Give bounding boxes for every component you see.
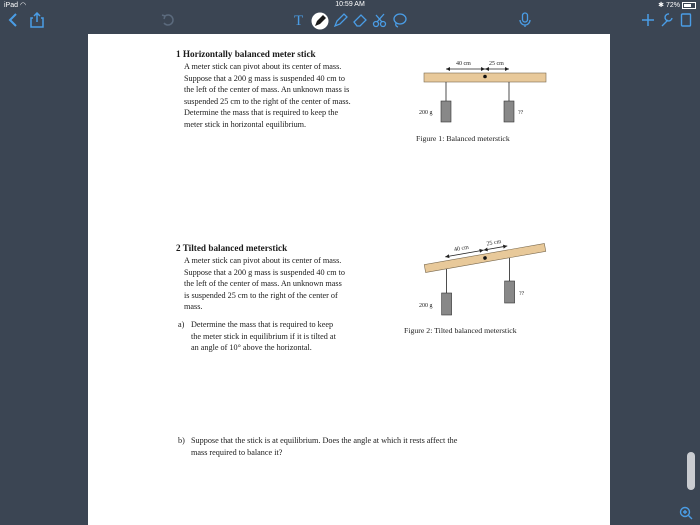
- pivot-point: [483, 75, 487, 79]
- page-scrubber[interactable]: [687, 452, 695, 490]
- battery-status: ✱ 72%: [658, 1, 696, 9]
- figure2-right-mass: ??: [519, 291, 525, 297]
- figure2-diagram: [410, 234, 560, 324]
- page-icon[interactable]: [680, 12, 692, 28]
- mass-right: [504, 101, 514, 122]
- text-line: Suppose that the stick is at equilibrium. Does the angle at which it rests affect the: [191, 436, 458, 445]
- figure2-right-distance: 25 cm: [486, 238, 502, 248]
- part-b: [178, 435, 578, 461]
- zoom-icon[interactable]: [679, 506, 693, 525]
- text-line: an angle of 10° above the horizontal.: [191, 343, 312, 353]
- microphone-icon[interactable]: [519, 12, 531, 28]
- toolbar: [0, 10, 700, 34]
- chevron-left-icon[interactable]: [8, 12, 18, 28]
- figure1-right-mass: ??: [518, 110, 524, 116]
- lasso-icon[interactable]: [392, 12, 408, 28]
- part-a-label: a): [178, 320, 185, 329]
- pen-icon[interactable]: [311, 12, 329, 30]
- mass-right: [505, 281, 515, 303]
- battery-icon: [682, 2, 696, 9]
- part-b-label: b): [178, 436, 185, 445]
- mass-left: [441, 101, 451, 122]
- figure1-left-mass: 200 g: [419, 110, 433, 116]
- highlighter-icon[interactable]: [333, 12, 349, 28]
- figure2-caption: Figure 2: Tilted balanced meterstick: [404, 326, 517, 335]
- mass-left: [442, 293, 452, 315]
- text-line: suspended 25 cm to the right of the center of mass.: [184, 96, 351, 106]
- bluetooth-icon: ✱: [658, 2, 665, 9]
- text-line: mass.: [184, 302, 203, 312]
- figure1-caption: Figure 1: Balanced meterstick: [416, 134, 510, 143]
- document-page[interactable]: [88, 34, 610, 525]
- part-b-text: [191, 435, 457, 458]
- figure2-left-mass: 200 g: [419, 303, 433, 309]
- text-line: the meter stick in equilibrium if it is tilted at: [191, 331, 336, 341]
- section1-title: 1 Horizontally balanced meter stick: [176, 49, 316, 59]
- figure1-right-distance: 25 cm: [489, 61, 504, 67]
- section1-body: [184, 61, 351, 131]
- wrench-icon[interactable]: [660, 12, 674, 28]
- device-label: iPad ◠: [4, 2, 27, 9]
- text-line: Suppose that a 200 g mass is suspended 40 cm to: [184, 267, 346, 277]
- text-line: the left of the center of mass. An unknown mass: [184, 279, 342, 289]
- text-line: Determine the mass that is required to keep the: [184, 108, 339, 118]
- eraser-icon[interactable]: [352, 12, 368, 28]
- wifi-icon: ◠: [19, 2, 27, 9]
- text-line: is suspended 25 cm to the right of the center of: [184, 290, 338, 300]
- text-line: Determine the mass that is required to keep: [191, 320, 334, 329]
- part-a: [178, 319, 398, 359]
- clock: 10:59 AM: [335, 1, 365, 8]
- text-line: mass required to balance it?: [191, 447, 283, 457]
- figure1-left-distance: 40 cm: [456, 61, 471, 67]
- section2-title: 2 Tilted balanced meterstick: [176, 243, 288, 253]
- status-bar: [0, 0, 700, 10]
- text-tool-icon[interactable]: T: [294, 13, 304, 29]
- undo-icon[interactable]: [161, 12, 175, 28]
- scissors-icon[interactable]: [372, 12, 388, 28]
- plus-icon[interactable]: [641, 12, 655, 28]
- part-a-text: [191, 319, 336, 354]
- share-icon[interactable]: [30, 12, 44, 28]
- figure2-left-distance: 40 cm: [453, 244, 470, 254]
- text-line: A meter stick can pivot about its center of mass.: [184, 62, 342, 71]
- text-line: the left of the center of mass. An unknown mass is: [184, 85, 350, 95]
- text-line: A meter stick can pivot about its center of mass.: [184, 256, 342, 265]
- text-line: Suppose that a 200 g mass is suspended 40 cm to: [184, 73, 346, 83]
- section2-body: [184, 255, 345, 313]
- text-line: meter stick in horizontal equilibrium.: [184, 119, 307, 129]
